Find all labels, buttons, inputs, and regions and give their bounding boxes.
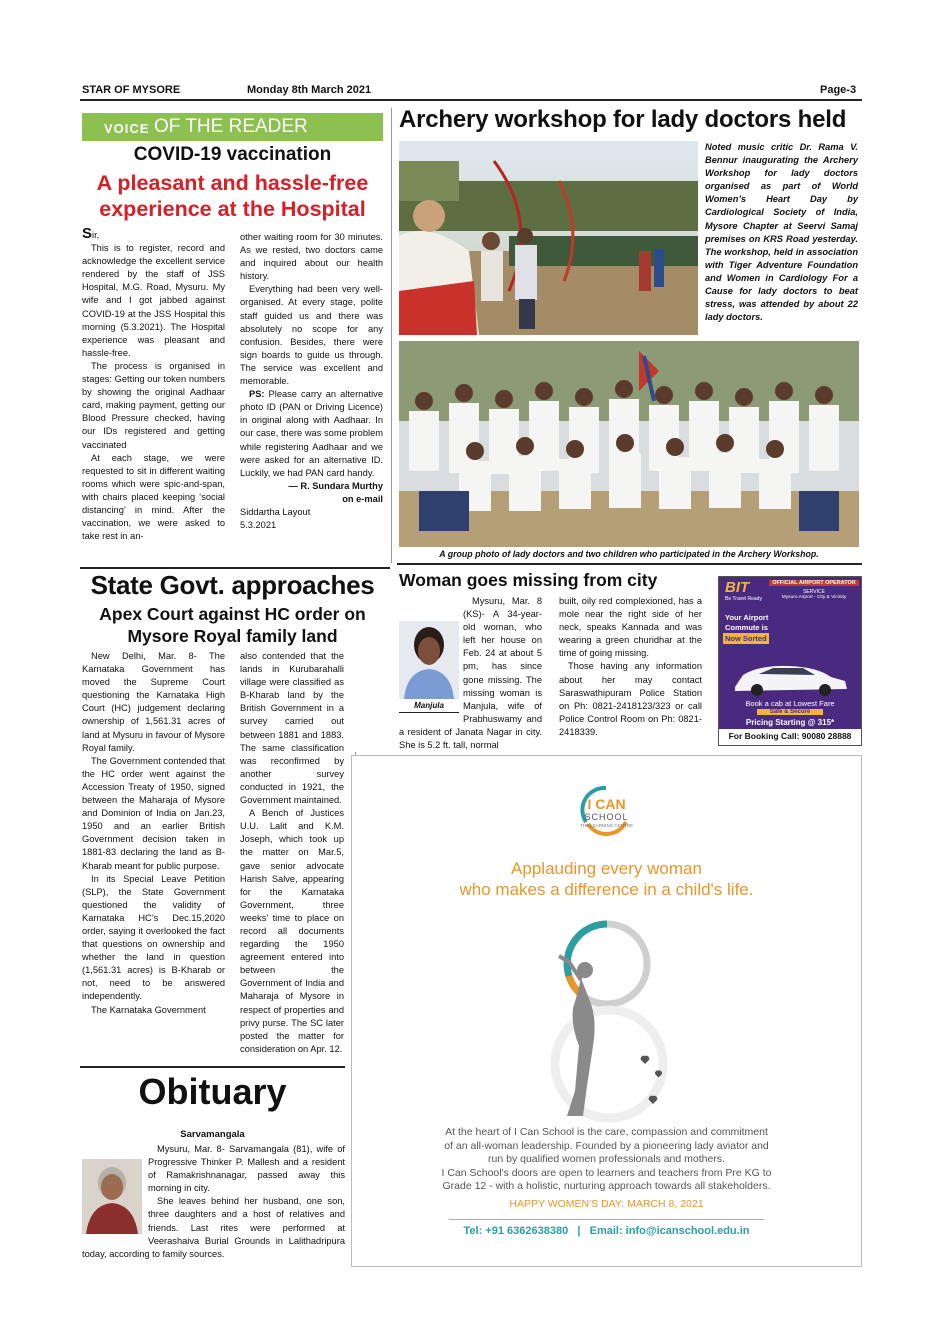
archery-inauguration-photo (399, 141, 698, 335)
state-paragraph: The Karnataka Government (91, 1004, 206, 1015)
bit-car-image (729, 661, 851, 697)
bit-line-1: Your Airport (725, 613, 769, 622)
archery-caption-2: A group photo of lady doctors and two children who participated in the Archery Workshop. (439, 549, 819, 559)
voice-paragraph: Everything had been very well-organised. At every stage, polite staff guided us and there was absolutely no scope for any confusion. Besides, there were sign boards to guide us through. The service was excellent and memorable. (240, 284, 383, 387)
state-subhead-line-2: Mysore Royal family land (127, 626, 338, 646)
voice-column-1 (82, 227, 225, 543)
missing-paragraph: Mysuru, Mar. 8 (KS)- A 34-year-old woman, who left her house on Feb. 24 at about 5 pm, has since gone missing. The missing woman is Manjula, wife of Prabhuswamy and a resident of Janata Nagar in city. She is 5.2 ft. tall, normal (399, 596, 542, 751)
ican-contact: Tel: +91 6362638380 | Email: info@icanschool.edu.in (463, 1225, 750, 1237)
ican-body-line: Grade 12 - with a holistic, nurturing approach towards all stakeholders. (442, 1180, 771, 1192)
state-subhead (80, 603, 385, 647)
bit-operator: OFFICIAL AIRPORT OPERATOR (769, 580, 859, 586)
ican-school-ad[interactable] (351, 755, 862, 1267)
bit-booking-number: For Booking Call: 90080 28888 (728, 731, 852, 741)
bit-book: Book a cab at Lowest Fare (745, 699, 835, 708)
archery-headline: Archery workshop for lady doctors held (399, 106, 847, 133)
voice-banner-rest: OF THE READER (154, 116, 308, 137)
voice-column-2 (240, 231, 383, 532)
state-column-2 (240, 650, 344, 1056)
ican-logo-school: SCHOOL (584, 812, 629, 822)
ican-headline-2: who makes a difference in a child's life. (459, 880, 754, 899)
bit-logo: BIT (725, 579, 750, 596)
ican-body-line: At the heart of I Can School is the care, compassion and commitment (445, 1126, 768, 1138)
bit-route: Mysuru Airport - City & Vicinity (781, 595, 847, 600)
obituary-paragraph: She leaves behind her husband, one son, three daughters and a host of relatives and friends. Last rites were performed at Veerashaiva Burial Grounds in Lalithadripura today, according to family sources. (82, 1196, 345, 1259)
archery-group-photo (399, 341, 859, 547)
page-number: Page-3 (820, 84, 857, 96)
state-paragraph: A Bench of Justices U.U. Lalit and K.M. Joseph, which took up the matter on Mar.5, gave senior advocate Harish Salve, appearing for the Karnataka Government, three weeks’ time to place on record all documents regarding the 1950 agreement entered into between the Government of India and Maharaja of Mysore in respect of properties and privy purse. The SC later posted the matter for consideration on Apr. 12. (240, 808, 344, 1054)
missing-photo-label: Manjula (399, 699, 459, 713)
letter-via: on e-mail (342, 493, 383, 504)
missing-column-1 (399, 595, 542, 752)
voice-headline-line-1: A pleasant and hassle-free (96, 171, 369, 195)
state-column-1 (82, 650, 225, 1017)
missing-paragraph: built, oily red complexioned, has a mole near the right side of her neck, speaks Kannada and was wearing a green churidhar at the time of going missing. (559, 596, 702, 659)
letter-date: 5.3.2021 (240, 520, 277, 531)
voice-kicker: COVID-19 vaccination (133, 144, 332, 165)
section-rule (397, 563, 862, 565)
voice-banner-bold: VOICE (104, 121, 150, 136)
masthead-name: STAR OF MYSORE (82, 84, 181, 96)
missing-headline: Woman goes missing from city (399, 570, 658, 590)
column-divider (391, 108, 392, 563)
ican-body-line: run by qualified women professionals and mothers. (488, 1153, 725, 1165)
voice-dropcap: S (82, 225, 93, 242)
state-paragraph: In its Special Leave Petition (SLP), the State Government questioned the validity of Karnataka HC’s Dec.15,2020 order, saying it overlooked the fact that questions on ownership and whether the land in question (1,561.31 acres) is B-Kharab or not, need to be answered independently. (82, 873, 225, 1002)
ps-text: Please carry an alternative photo ID (PAN or Driving Licence) in original along with Aadhaar. In our case, there was some problem while registering Aadhaar and we were asked for an alternative ID. Luckily, we had PAN card handy. (240, 389, 383, 478)
ican-body-line: of an all-woman leadership. Founded by a pioneering lady aviator and (444, 1139, 769, 1152)
ican-body-line: I Can School's doors are open to learners and teachers from Pre KG to (441, 1166, 772, 1179)
bit-pricing: Pricing Starting @ 315* (745, 718, 835, 727)
state-subhead-line-1: Apex Court against HC order on (99, 604, 366, 624)
ican-figure-eight-illustration (537, 916, 682, 1136)
voice-paragraph: The process is organised in stages: Getting our token numbers by showing the original Aadhaar card, making payment, getting our Blood Pressure checked, having our IDs registered and getting vaccinated (82, 360, 225, 450)
letter-signature: — R. Sundara Murthy (288, 480, 383, 491)
voice-paragraph: other waiting room for 30 minutes. As we rested, two doctors came and inquired about our health history. (240, 232, 383, 282)
ican-logo-main: I CAN (587, 796, 626, 812)
letter-place: Siddartha Layout (240, 506, 311, 517)
ican-logo-sub: THE LEARNING CENTRE (579, 823, 633, 828)
obituary-paragraph: Mysuru, Mar. 8- Sarvamangala (81), wife of Progressive Thinker P. Mallesh and a resident of Ramakrishnanagar, passed away this morning in city. (148, 1144, 345, 1194)
voice-headline-line-2: experience at the Hospital (99, 197, 366, 221)
obituary-photo (82, 1159, 142, 1234)
missing-photo-box (399, 621, 459, 714)
bit-tagline: Be Travel Ready (725, 596, 762, 602)
ican-headline-1: Applauding every woman (511, 859, 702, 878)
ican-greeting: HAPPY WOMEN'S DAY: MARCH 8, 2021 (509, 1198, 704, 1210)
bit-service: SERVICE (803, 589, 825, 595)
bit-ad-panel (719, 577, 861, 729)
voice-paragraph: At each stage, we were requested to sit in different waiting rooms which were spic-and-span, with chairs placed keeping ‘social distancing’ in mind. After the vaccination, we were asked to take rest in an- (82, 452, 225, 542)
voice-paragraph: This is to register, record and acknowledge the excellent service rendered by the staff of JSS Hospital, M.G. Road, Mysuru. My wife and I got jabbed against COVID-19 at the JSS Hospital this morning (5.3.2021). The Hospital experience was pleasant and hassle-free. (82, 243, 225, 358)
missing-paragraph: Those having any information about her may contact Saraswathipuram Police Station on Ph: 0821-2418123/323 or call Police Control Room on Ph: 0821-2418339. (559, 661, 702, 737)
bit-cab-ad[interactable] (718, 576, 862, 746)
archery-caption-1: Noted music critic Dr. Rama V. Bennur inaugurating the Archery Workshop for lady doctors organised as part of World Women’s Heart Day by Cardiological Society of India, Mysore Chapter at Seervi Samaj premises on KRS Road yesterday. The workshop, held in association with Tiger Adventure Foundation and Women in Cardiology For a Cause for lady doctors to beat stress, was attended by about 22 lady doctors. (705, 142, 858, 323)
section-rule (80, 567, 390, 569)
state-paragraph: New Delhi, Mar. 8- The Karnataka Government has moved the Supreme Court questioning the Karnataka High Court (HC) judgement declaring ownership of 1,561.31 acres of land at Mysuru in favour of Mysore Royal family. (82, 651, 225, 753)
section-rule (80, 1066, 345, 1068)
voice-headline (82, 170, 383, 222)
bit-line-3: Now Sorted (725, 634, 767, 643)
obituary-name: Sarvamangala (180, 1129, 245, 1140)
issue-date: Monday 8th March 2021 (247, 84, 372, 96)
missing-column-2 (559, 595, 702, 739)
header-rule (80, 99, 862, 101)
voice-salutation: ir, (92, 230, 100, 240)
state-paragraph: also contended that the lands in Kurubarahalli village were classified as B-Kharab land by the British Government in a survey carried out between 1881 and 1883. The same classification was reconfirmed by another survey conducted in 1921, the Government maintained. (240, 651, 344, 806)
voice-paragraph (240, 388, 383, 480)
bit-line-2: Commute is (725, 623, 768, 632)
voice-banner (82, 113, 383, 141)
obituary-body (82, 1143, 345, 1261)
state-paragraph: The Government contended that the HC order went against the Accession Treaty of 1950, signed between the Maharaja of Mysore and Dominion of India on Jan.23, 1950 and an earlier British Government decision taken in 1881-83 declaring the land as B-Kharab meant for public purpose. (82, 755, 225, 871)
ican-body (352, 1126, 861, 1194)
bit-safe: Safe & Secure (757, 709, 823, 715)
state-headline: State Govt. approaches (90, 570, 375, 600)
ican-divider (449, 1219, 764, 1220)
obituary-title: Obituary (138, 1071, 287, 1112)
ps-label: PS: (249, 389, 265, 400)
